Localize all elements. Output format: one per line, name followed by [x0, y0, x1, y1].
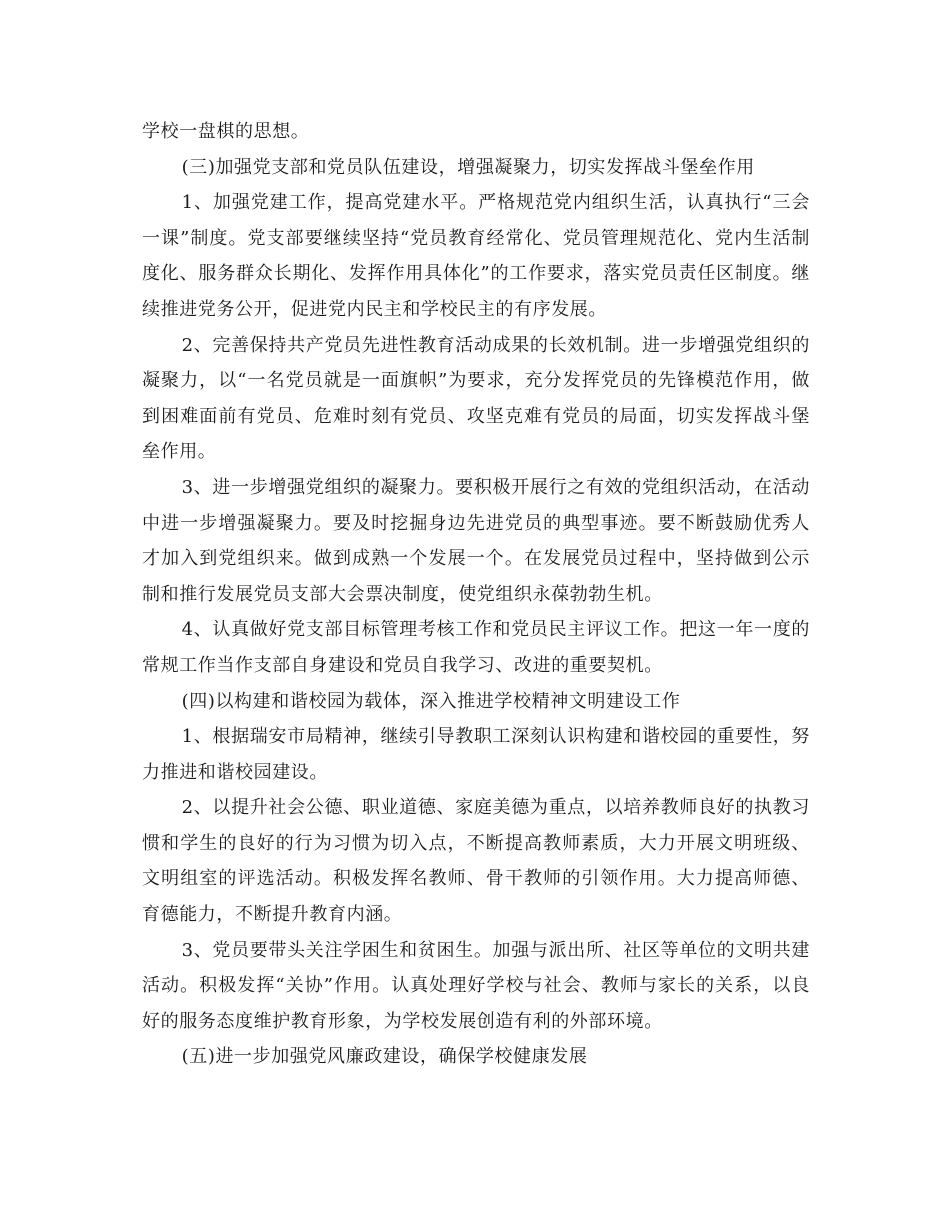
section-heading-4: (四)以构建和谐校园为载体，深入推进学校精神文明建设工作	[181, 690, 681, 712]
document-body	[142, 114, 810, 1075]
paragraph: 1、根据瑞安市局精神，继续引导教职工深刻认识构建和谐校园的重要性，努力推进和谐校园建设。	[142, 726, 810, 783]
paragraph: 3、进一步增强党组织的凝聚力。要积极开展行之有效的党组织活动，在活动中进一步增强凝聚力。要及时挖掘身边先进党员的典型事迹。要不断鼓励优秀人才加入到党组织来。做到成熟一个发展一个。在发展党员过程中，坚持做到公示制和推行发展党员支部大会票决制度，使党组织永葆勃勃生机。	[142, 476, 810, 605]
paragraph: 2、以提升社会公德、职业道德、家庭美德为重点，以培养教师良好的执教习惯和学生的良好的行为习惯为切入点，不断提高教师素质，大力开展文明班级、文明组室的评选活动。积极发挥名教师、骨干教师的引领作用。大力提高师德、育德能力，不断提升教育内涵。	[142, 797, 810, 926]
paragraph: 4、认真做好党支部目标管理考核工作和党员民主评议工作。把这一年一度的常规工作当作支部自身建设和党员自我学习、改进的重要契机。	[142, 619, 810, 676]
paragraph: 3、党员要带头关注学困生和贫困生。加强与派出所、社区等单位的文明共建活动。积极发挥“关协”作用。认真处理好学校与社会、教师与家长的关系，以良好的服务态度维护教育形象，为学校发展创造有利的外部环境。	[142, 939, 810, 1032]
section-heading-3: (三)加强党支部和党员队伍建设，增强凝聚力，切实发挥战斗堡垒作用	[181, 156, 755, 178]
paragraph: 2、完善保持共产党员先进性教育活动成果的长效机制。进一步增强党组织的凝聚力，以“一名党员就是一面旗帜”为要求，充分发挥党员的先锋模范作用，做到困难面前有党员、危难时刻有党员、攻坚克难有党员的局面，切实发挥战斗堡垒作用。	[142, 334, 810, 463]
paragraph: 1、加强党建工作，提高党建水平。严格规范党内组织生活，认真执行“三会一课”制度。党支部要继续坚持“党员教育经常化、党员管理规范化、党内生活制度化、服务群众长期化、发挥作用具体化”的工作要求，落实党员责任区制度。继续推进党务公开，促进党内民主和学校民主的有序发展。	[142, 192, 810, 320]
section-heading-5: (五)进一步加强党风廉政建设，确保学校健康发展	[181, 1046, 588, 1068]
paragraph-continuation: 学校一盘棋的思想。	[142, 121, 310, 142]
